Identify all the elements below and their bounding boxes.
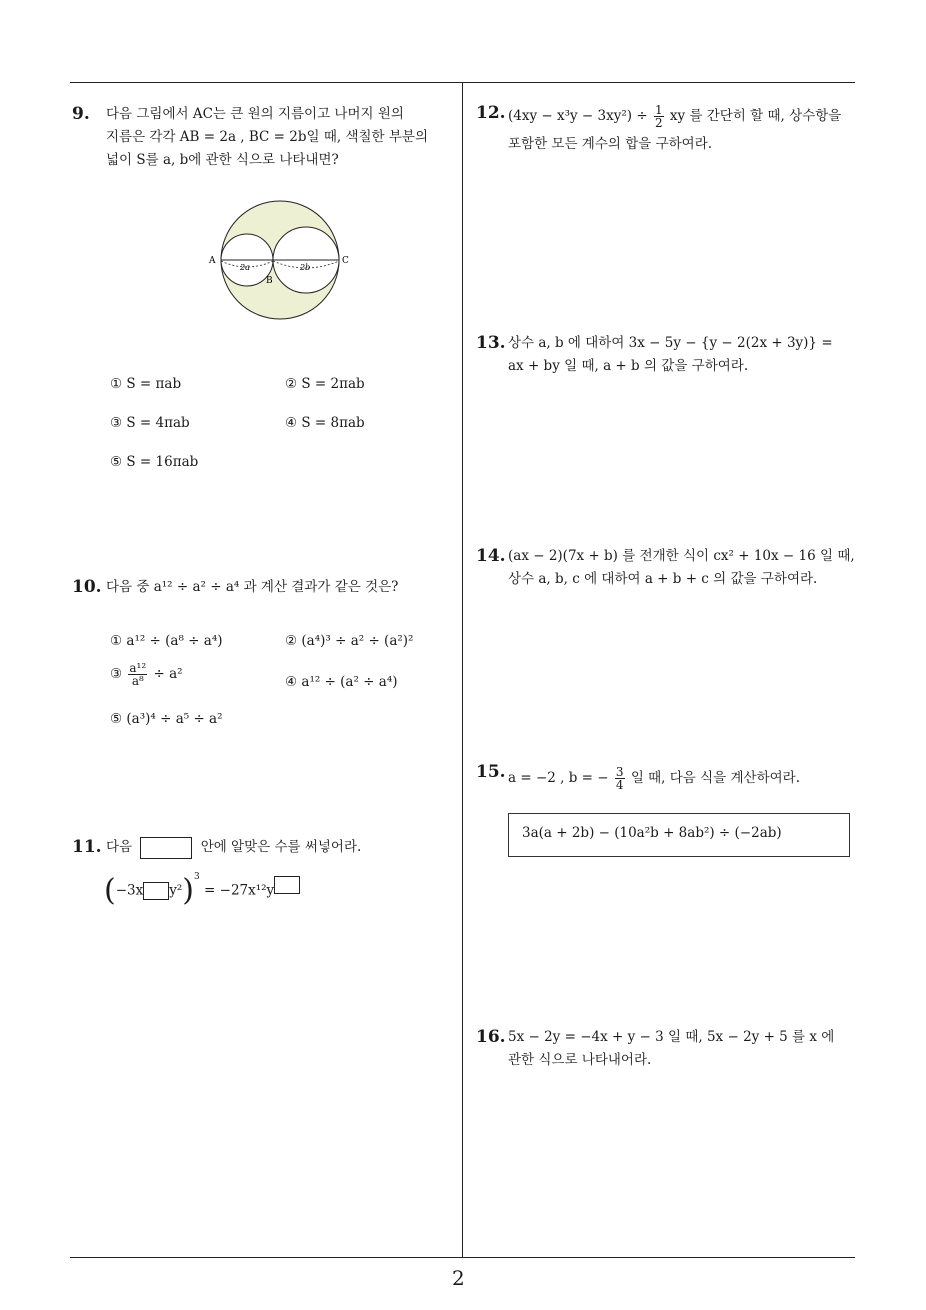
label-A: A [209, 256, 216, 266]
q10-choice-5[interactable]: ⑤ (a³)⁴ ÷ a⁵ ÷ a² [110, 711, 223, 727]
exponent-box-2[interactable] [274, 876, 300, 894]
column-divider [462, 83, 463, 1258]
frac-denominator: 2 [654, 116, 663, 130]
page-number: 2 [452, 1266, 465, 1290]
label-C: C [342, 256, 349, 266]
label-2a: 2a [240, 263, 250, 272]
q12-line2: 포함한 모든 계수의 합을 구하여라. [508, 136, 713, 152]
q9-number: 9. [72, 104, 90, 124]
q14-text [508, 545, 855, 591]
q11-text [106, 836, 361, 859]
q9-choice-5[interactable]: ⑤ S = 16πab [110, 454, 199, 470]
q9-text [106, 103, 428, 172]
q10-number: 10. [72, 577, 102, 597]
q9-choice-2[interactable]: ② S = 2πab [285, 376, 365, 392]
q13-number: 13. [476, 333, 506, 353]
q10-choice-4[interactable]: ④ a¹² ÷ (a² ÷ a⁴) [285, 674, 398, 690]
q15-text [508, 766, 800, 791]
q11-number: 11. [72, 837, 102, 857]
q16-text [508, 1026, 834, 1072]
frac-numerator: 3 [615, 765, 624, 779]
q15-expression: 3a(a + 2b) − (10a²b + 8ab²) ÷ (−2ab) [522, 825, 782, 841]
q14-line1: (ax − 2)(7x + b) 를 전개한 식이 cx² + 10x − 16 일 때, [508, 548, 855, 564]
q12-text [508, 104, 841, 156]
q9-line: 다음 그림에서 AC는 큰 원의 지름이고 나머지 원의 [106, 106, 404, 122]
q10-choice-1[interactable]: ① a¹² ÷ (a⁸ ÷ a⁴) [110, 633, 223, 649]
q15-number: 15. [476, 762, 506, 782]
q10-choice-3-tail: ÷ a² [153, 666, 183, 682]
expr-part-a: −3x [115, 882, 144, 899]
q15-line-b: 일 때, 다음 식을 계산하여라. [630, 770, 801, 786]
frac-denominator: a⁸ [131, 674, 144, 688]
q11-text-post: 안에 알맞은 수를 써넣어라. [200, 839, 362, 855]
q9-line: 지름은 각각 AB = 2a , BC = 2b일 때, 색칠한 부분의 [106, 129, 428, 145]
exponent-box-1[interactable] [143, 882, 169, 900]
q9-line: 넓이 S를 a, b에 관한 식으로 나타내면? [106, 152, 339, 168]
q13-line2: ax + by 일 때, a + b 의 값을 구하여라. [508, 358, 749, 374]
q14-line2: 상수 a, b, c 에 대하여 a + b + c 의 값을 구하여라. [508, 571, 818, 587]
q10-choice-3-fraction [128, 662, 147, 687]
q10-choice-3-marker: ③ [110, 666, 123, 682]
q13-line1: 상수 a, b 에 대하여 3x − 5y − {y − 2(2x + 3y)} = [508, 335, 833, 351]
q16-line1: 5x − 2y = −4x + y − 3 일 때, 5x − 2y + 5 를 x 에 [508, 1029, 835, 1045]
expr-exponent: 3 [194, 872, 200, 882]
frac-numerator: 1 [654, 103, 663, 117]
q16-line2: 관한 식으로 나타내어라. [508, 1052, 652, 1068]
q9-circle-figure [200, 195, 360, 325]
q15-fraction [615, 766, 625, 791]
answer-box[interactable] [140, 837, 192, 859]
bottom-rule [70, 1257, 855, 1258]
expr-rhs: = −27x¹²y [204, 882, 275, 899]
q12-fraction [654, 104, 664, 129]
q9-choice-4[interactable]: ④ S = 8πab [285, 415, 365, 431]
q12-number: 12. [476, 103, 506, 123]
frac-numerator: a¹² [129, 661, 147, 675]
q10-choice-3[interactable] [110, 662, 183, 687]
q13-text [508, 332, 833, 378]
q11-expression: (−3x y²)$^3$ = −27x¹²y [104, 870, 300, 908]
q15-line-a: a = −2 , b = − [508, 770, 609, 786]
q11-text-pre: 다음 [106, 839, 133, 855]
q9-choice-3[interactable]: ③ S = 4πab [110, 415, 190, 431]
q12-line1-a: (4xy − x³y − 3xy²) ÷ [508, 108, 648, 124]
q9-choice-1[interactable]: ① S = πab [110, 376, 182, 392]
expr-part-b: y² [169, 882, 183, 899]
frac-denominator: 4 [615, 778, 624, 792]
q14-number: 14. [476, 546, 506, 566]
q10-choice-2[interactable]: ② (a⁴)³ ÷ a² ÷ (a²)² [285, 633, 414, 649]
label-2b: 2b [300, 263, 311, 272]
q16-number: 16. [476, 1027, 506, 1047]
q12-line1-b: xy 를 간단히 할 때, 상수항을 [669, 108, 842, 124]
label-B: B [266, 276, 273, 286]
q10-text: 다음 중 a¹² ÷ a² ÷ a⁴ 과 계산 결과가 같은 것은? [106, 579, 399, 595]
